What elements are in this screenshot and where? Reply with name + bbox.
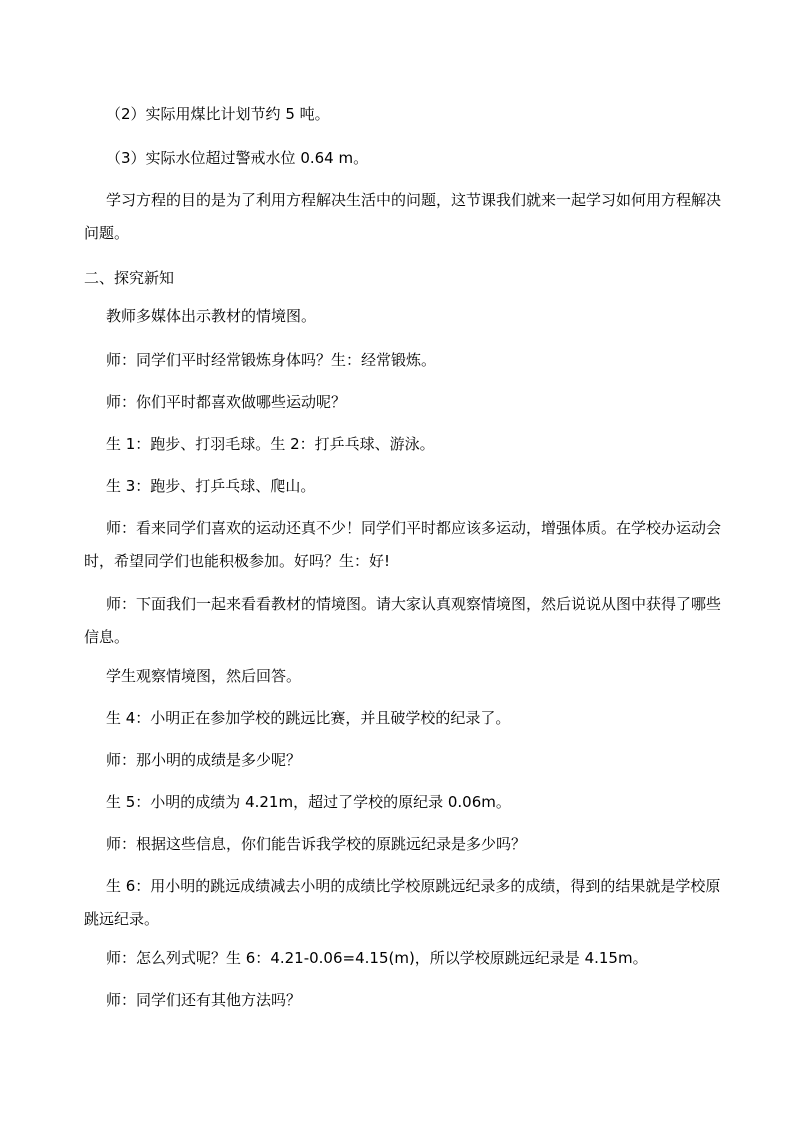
paragraph-item-3: （3）实际水位超过警戒水位 0.64 m。 (106, 149, 369, 167)
dialogue-line: 师：看来同学们喜欢的运动还真不少！同学们平时都应该多运动，增强体质。在学校办运动会时，希望同学们也能积极参加。好吗？生：好! (84, 519, 722, 570)
dialogue-line: 生 4：小明正在参加学校的跳远比赛，并且破学校的纪录了。 (106, 709, 511, 727)
dialogue-line: 师：怎么列式呢？生 6：4.21-0.06=4.15(m)，所以学校原跳远纪录是 4.15m。 (106, 949, 648, 967)
section-heading: 二、探究新知 (84, 269, 175, 287)
dialogue-line: 师：根据这些信息，你们能告诉我学校的原跳远纪录是多少吗？ (106, 835, 527, 853)
dialogue-line: 学生观察情境图，然后回答。 (106, 667, 302, 685)
paragraph-item-2: （2）实际用煤比计划节约 5 吨。 (106, 105, 330, 123)
dialogue-line: 生 1：跑步、打羽毛球。生 2：打乒乓球、游泳。 (106, 435, 435, 453)
paragraph-purpose: 学习方程的目的是为了利用方程解决生活中的问题，这节课我们就来一起学习如何用方程解决问题。 (84, 191, 722, 242)
paragraph-teacher-shows: 教师多媒体出示教材的情境图。 (106, 307, 317, 325)
dialogue-line: 师：下面我们一起来看看教材的情境图。请大家认真观察情境图，然后说说从图中获得了哪些信息。 (84, 595, 722, 646)
dialogue-line: 生 6：用小明的跳远成绩减去小明的成绩比学校原跳远纪录多的成绩，得到的结果就是学校原跳远纪录。 (84, 877, 721, 928)
dialogue-line: 师：同学们平时经常锻炼身体吗？生：经常锻炼。 (106, 351, 437, 369)
dialogue-line: 师：你们平时都喜欢做哪些运动呢？ (106, 393, 347, 411)
dialogue-line: 生 5：小明的成绩为 4.21m，超过了学校的原纪录 0.06m。 (106, 793, 511, 811)
dialogue-line: 生 3：跑步、打乒乓球、爬山。 (106, 477, 316, 495)
dialogue-line: 师：同学们还有其他方法吗？ (106, 991, 302, 1009)
dialogue-line: 师：那小明的成绩是多少呢？ (106, 751, 302, 769)
